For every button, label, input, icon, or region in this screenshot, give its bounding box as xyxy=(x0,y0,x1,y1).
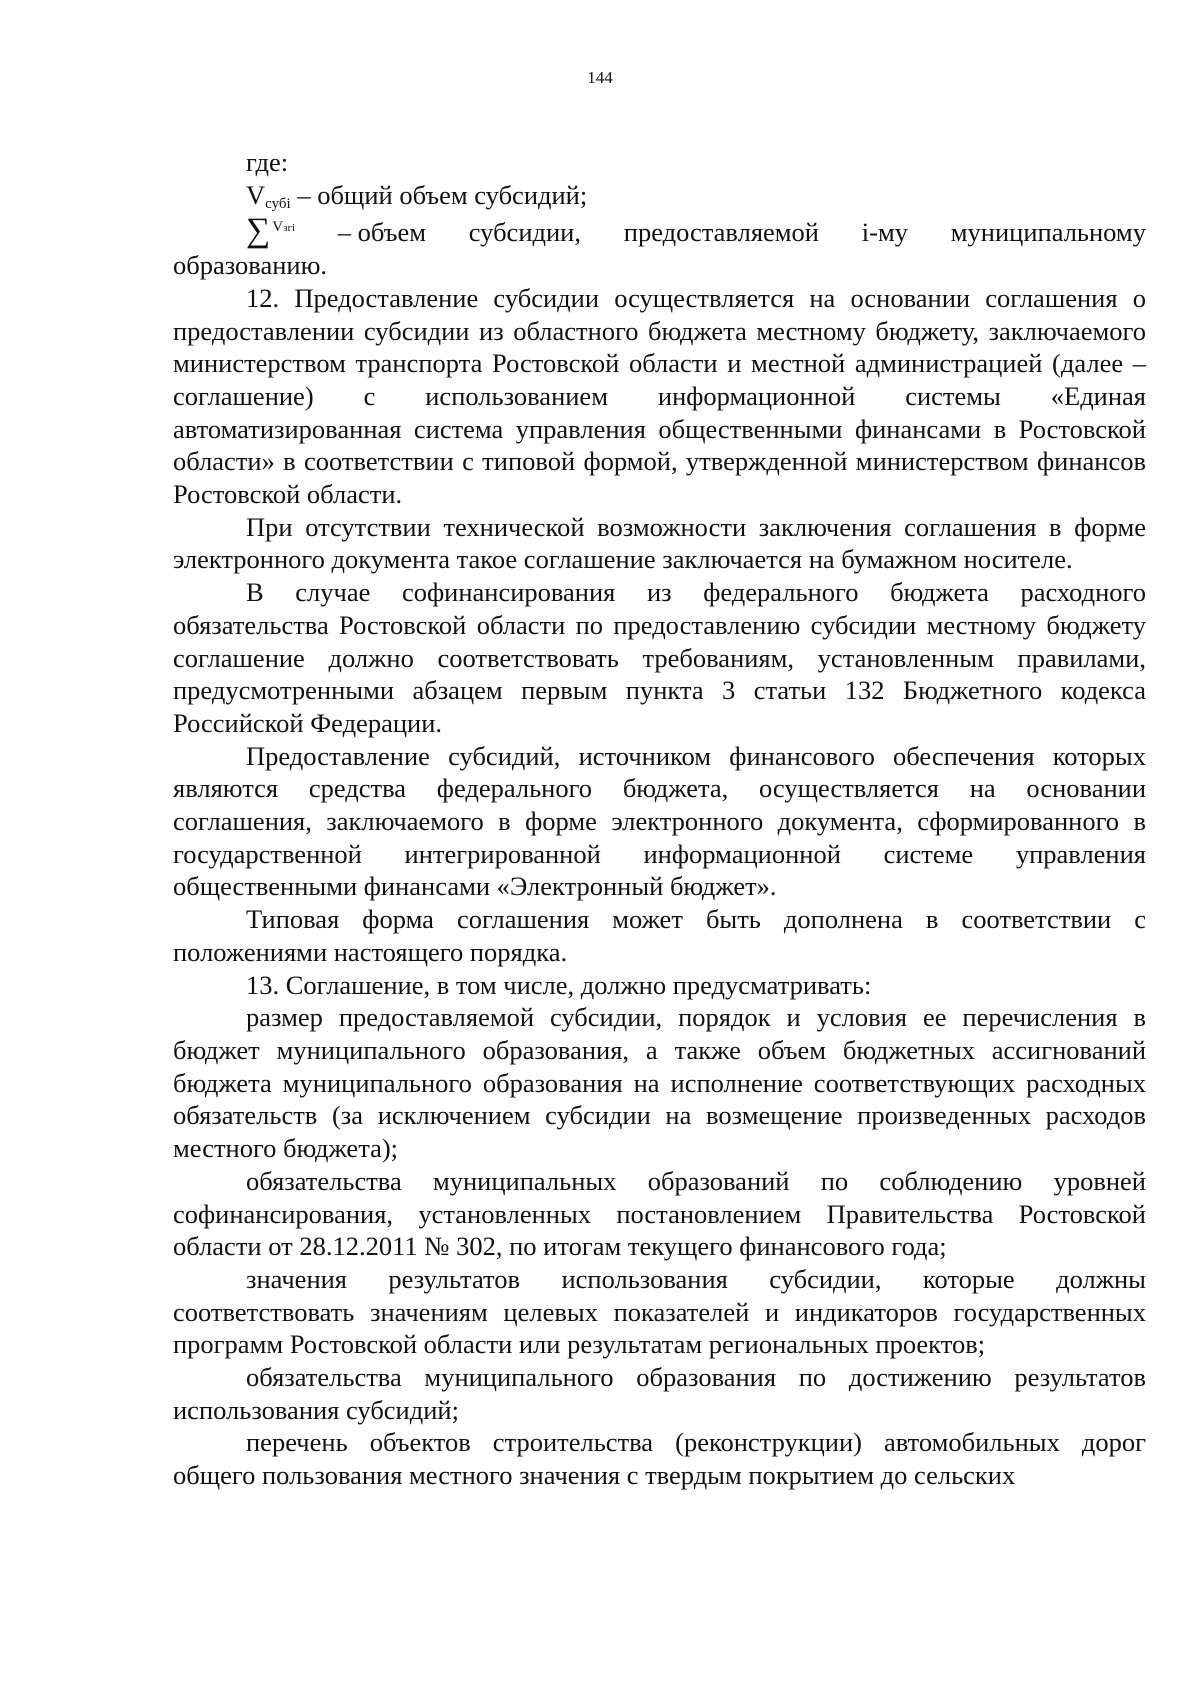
formula-sum-definition xyxy=(173,211,1146,249)
v-letter: V xyxy=(246,179,266,210)
sum-desc-word: – объем xyxy=(337,217,426,248)
v-description: – общий объем субсидий; xyxy=(297,179,588,210)
paragraph-subsidy-size: размер предоставляемой субсидии, порядок и условия ее перечисления в бюджет муниципального образования, а также объем бюджетных ассигнований бюджета муниципального образования на исполнение соответствующих расходных обязательств (за исключением субсидии на возмещение произведенных расходов местного бюджета); xyxy=(173,1002,1146,1164)
sum-desc-word: i-му xyxy=(861,217,908,248)
v-subscript: субi xyxy=(265,195,291,212)
sum-desc-word: муниципальному xyxy=(950,217,1146,248)
document-body xyxy=(173,146,1146,1492)
sum-var: Vзгi xyxy=(272,219,296,236)
paragraph-result-values: значения результатов использования субсидии, которые должны соответствовать значениям целевых показателей и индикаторов государственных программ Ростовской области или результатам региональных проектов; xyxy=(173,1263,1146,1360)
paragraph-absent-technical: При отсутствии технической возможности заключения соглашения в форме электронного документа такое соглашение заключается на бумажном носителе. xyxy=(173,511,1146,575)
paragraph-federal: Предоставление субсидий, источником финансового обеспечения которых являются средства федерального бюджета, осуществляется на основании соглашения, заключаемого в форме электронного документа, сформированного в государственной интегрированной информационной системе управления общественными финансами «Электронный бюджет». xyxy=(173,740,1146,902)
sum-desc-end: образованию. xyxy=(173,250,328,281)
sum-symbol: ∑ xyxy=(246,212,271,250)
paragraph-typical-form: Типовая форма соглашения может быть дополнена в соответствии с положениями настоящего порядка. xyxy=(173,904,1146,967)
sum-subscript: згi xyxy=(283,222,296,235)
paragraph-13: 13. Соглашение, в том числе, должно предусматривать: xyxy=(246,969,872,1000)
sum-expression xyxy=(246,211,295,249)
sum-desc-word: субсидии, xyxy=(468,217,581,248)
where-label: где: xyxy=(246,147,289,177)
sum-desc-word: предоставляемой xyxy=(623,217,819,248)
paragraph-cofinancing: В случае софинансирования из федерального бюджета расходного обязательства Ростовской области по предоставлению субсидии местному бюджету соглашение должно соответствовать требованиям, установленным правилами, предусмотренными абзацем первым пункта 3 статьи 132 Бюджетного кодекса Российской Федерации. xyxy=(173,577,1146,738)
page-number: 144 xyxy=(587,68,613,87)
paragraph-achievement: обязательства муниципального образования по достижению результатов использования субсидий; xyxy=(173,1362,1146,1425)
formula-v-definition xyxy=(173,179,1146,212)
paragraph-object-list: перечень объектов строительства (реконструкции) автомобильных дорог общего пользования местного значения с твердым покрытием до сельских xyxy=(173,1427,1146,1491)
paragraph-12: 12. Предоставление субсидии осуществляется на основании соглашения о предоставлении субсидии из областного бюджета местному бюджету, заключаемого министерством транспорта Ростовской области и местной администрацией (далее – соглашение) с использованием информационной системы «Единая автоматизированная система управления общественными финансами в Ростовской области» в соответствии с типовой формой, утвержденной министерством финансов Ростовской области. xyxy=(173,282,1146,510)
paragraph-obligations: обязательства муниципальных образований по соблюдению уровней софинансирования, установленных постановлением Правительства Ростовской области от 28.12.2011 № 302, по итогам текущего финансового года; xyxy=(173,1165,1146,1262)
